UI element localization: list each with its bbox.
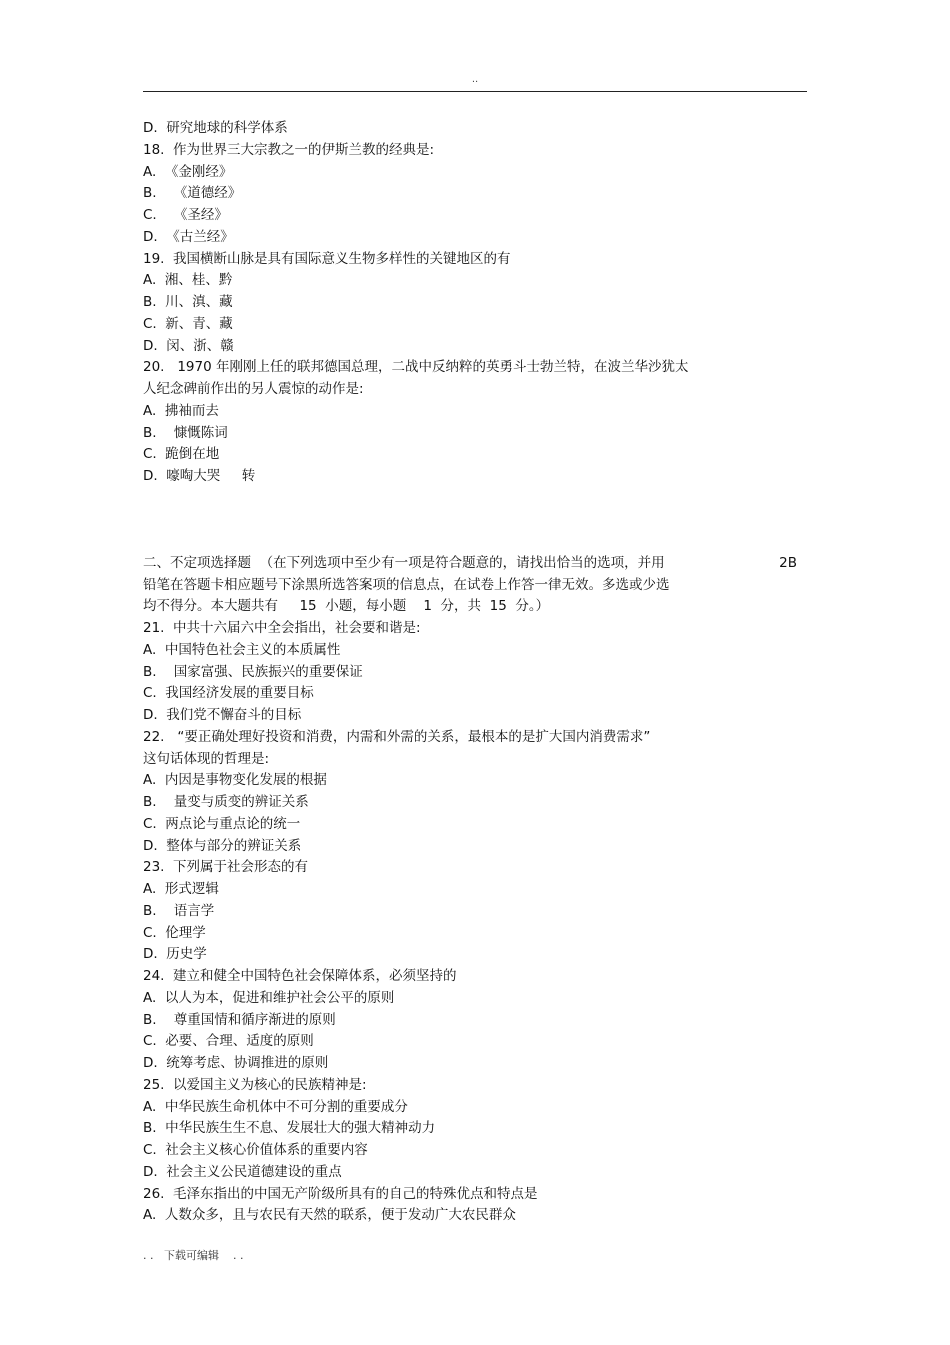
answer-option: C. 跪倒在地 bbox=[143, 446, 220, 463]
answer-option: D. 整体与部分的辨证关系 bbox=[143, 837, 302, 854]
question-stem: 25. 以爱国主义为核心的民族精神是: bbox=[143, 1076, 367, 1093]
answer-option: D. 《古兰经》 bbox=[143, 228, 234, 245]
answer-option: B. 语言学 bbox=[143, 902, 215, 919]
answer-option: B. 川、滇、藏 bbox=[143, 294, 233, 310]
answer-option: C. 社会主义核心价值体系的重要内容 bbox=[143, 1142, 368, 1158]
questions-part-1 bbox=[143, 118, 807, 488]
question-stem: 21. 中共十六届六中全会指出，社会要和谐是: bbox=[143, 620, 421, 636]
answer-option: A. 湘、桂、黔 bbox=[143, 272, 233, 289]
text-line: D. 研究地球的科学体系 bbox=[143, 120, 288, 136]
section-heading-line: 二、不定项选择题 （在下列选项中至少有一项是符合题意的，请找出恰当的选项，并用 bbox=[143, 554, 665, 571]
answer-option: A. 拂袖而去 bbox=[143, 402, 219, 419]
answer-option: A. 以人为本，促进和维护社会公平的原则 bbox=[143, 989, 395, 1006]
answer-option: C. 我国经济发展的重要目标 bbox=[143, 685, 314, 702]
answer-option: B. 国家富强、民族振兴的重要保证 bbox=[143, 663, 363, 680]
document-body bbox=[143, 118, 807, 1227]
answer-option: D. 嚎啕大哭 转 bbox=[143, 468, 256, 484]
answer-option: A. 形式逻辑 bbox=[143, 881, 219, 897]
question-stem: 20. 1970 年刚刚上任的联邦德国总理，二战中反纳粹的英勇斗士勃兰特，在波兰华沙犹太 bbox=[143, 359, 689, 376]
page-footer: . . 下载可编辑 . . bbox=[143, 1249, 244, 1262]
header-divider bbox=[143, 91, 807, 92]
question-stem-continued: 这句话体现的哲理是: bbox=[143, 750, 270, 767]
section-heading-line: 铅笔在答题卡相应题号下涂黑所选答案项的信息点，在试卷上作答一律无效。多选或少选 bbox=[143, 576, 670, 593]
section-heading-tag: 2B bbox=[779, 554, 797, 571]
header-mark: .. bbox=[471, 74, 479, 85]
answer-option: A. 《金刚经》 bbox=[143, 163, 233, 180]
question-stem: 22. “要正确处理好投资和消费，内需和外需的关系，最根本的是扩大国内消费需求” bbox=[143, 728, 651, 745]
question-stem-continued: 人纪念碑前作出的另人震惊的动作是: bbox=[143, 381, 364, 397]
answer-option: C. 两点论与重点论的统一 bbox=[143, 815, 301, 832]
answer-option: D. 闵、浙、赣 bbox=[143, 337, 234, 354]
answer-option: C. 伦理学 bbox=[143, 924, 206, 941]
answer-option: A. 中华民族生命机体中不可分割的重要成分 bbox=[143, 1098, 408, 1115]
answer-option: A. 内因是事物变化发展的根据 bbox=[143, 772, 327, 789]
answer-option: D. 历史学 bbox=[143, 946, 207, 963]
answer-option: A. 中国特色社会主义的本质属性 bbox=[143, 641, 341, 658]
question-stem: 19. 我国横断山脉是具有国际意义生物多样性的关键地区的有 bbox=[143, 250, 511, 267]
question-stem: 24. 建立和健全中国特色社会保障体系，必须坚持的 bbox=[143, 968, 457, 984]
answer-option: C. 新、青、藏 bbox=[143, 315, 233, 332]
answer-option: B. 慷慨陈词 bbox=[143, 424, 228, 441]
question-stem: 26. 毛泽东指出的中国无产阶级所具有的自己的特殊优点和特点是 bbox=[143, 1185, 538, 1202]
section-gap bbox=[143, 488, 807, 553]
answer-option: B. 尊重国情和循序渐进的原则 bbox=[143, 1011, 336, 1028]
answer-option: A. 人数众多，且与农民有天然的联系，便于发动广大农民群众 bbox=[143, 1207, 516, 1224]
answer-option: B. 量变与质变的辨证关系 bbox=[143, 794, 309, 810]
answer-option: C. 《圣经》 bbox=[143, 207, 228, 223]
answer-option: D. 我们党不懈奋斗的目标 bbox=[143, 707, 302, 723]
answer-option: B. 中华民族生生不息、发展壮大的强大精神动力 bbox=[143, 1120, 436, 1137]
answer-option: B. 《道德经》 bbox=[143, 185, 242, 202]
answer-option: D. 社会主义公民道德建设的重点 bbox=[143, 1163, 342, 1180]
answer-option: C. 必要、合理、适度的原则 bbox=[143, 1033, 314, 1050]
question-stem: 23. 下列属于社会形态的有 bbox=[143, 859, 309, 876]
questions-part-2 bbox=[143, 618, 807, 1227]
question-stem: 18. 作为世界三大宗教之一的伊斯兰教的经典是: bbox=[143, 141, 435, 158]
section-heading bbox=[143, 553, 807, 618]
section-heading-line: 均不得分。本大题共有 15 小题，每小题 1 分，共 15 分。） bbox=[143, 598, 550, 615]
answer-option: D. 统筹考虑、协调推进的原则 bbox=[143, 1055, 329, 1071]
